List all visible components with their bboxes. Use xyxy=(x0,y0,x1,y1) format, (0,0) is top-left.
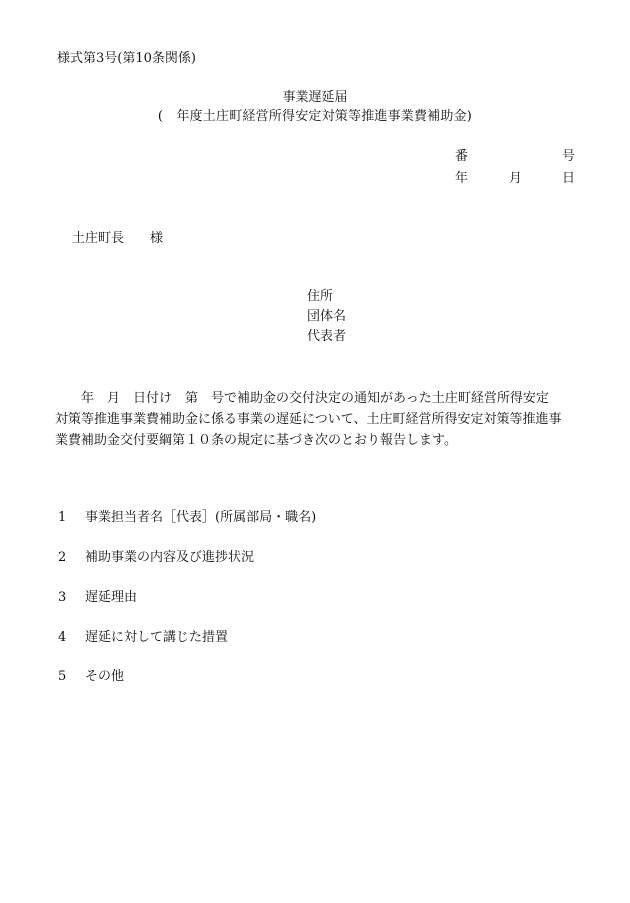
applicant-block xyxy=(307,290,346,350)
item-number: 2 xyxy=(58,550,67,565)
body-line-1: 年 月 日付け 第 号で補助金の交付決定の通知があった土庄町経営所得安定 xyxy=(55,391,549,406)
address-label: 住所 xyxy=(307,289,334,304)
document-subtitle: ( 年度土庄町経営所得安定対策等推進事業費補助金) xyxy=(157,109,473,124)
reference-number-row xyxy=(455,150,575,172)
body-line-2: 対策等推進事業費補助金に係る事業の遅延について、土庄町経営所得安定対策等推進事 xyxy=(55,412,562,427)
form-number: 様式第3号(第10条関係) xyxy=(57,51,196,66)
day-label: 日 xyxy=(562,171,576,186)
item-label: その他 xyxy=(85,669,125,684)
list-item xyxy=(58,551,254,564)
organization-label: 団体名 xyxy=(307,309,347,324)
reference-block xyxy=(455,150,575,194)
item-number: 1 xyxy=(58,510,67,525)
reference-date-row xyxy=(455,172,575,194)
body-paragraph xyxy=(55,388,580,451)
addressee: 土庄町長 様 xyxy=(72,231,164,246)
year-label: 年 xyxy=(455,171,469,186)
item-label: 事業担当者名［代表］(所属部局・職名) xyxy=(85,510,317,525)
item-label: 遅延に対して講じた措置 xyxy=(85,630,229,645)
document-title: 事業遅延届 xyxy=(282,90,348,105)
item-label: 遅延理由 xyxy=(85,590,138,605)
representative-label: 代表者 xyxy=(307,329,347,344)
body-line-3: 業費補助金交付要綱第１０条の規定に基づき次のとおり報告します。 xyxy=(55,433,457,448)
list-item xyxy=(58,631,228,644)
item-number: 4 xyxy=(58,630,67,645)
number-label-left: 番 xyxy=(455,149,469,164)
list-item xyxy=(58,511,316,524)
month-label: 月 xyxy=(509,171,523,186)
list-item xyxy=(58,670,124,683)
item-label: 補助事業の内容及び進捗状況 xyxy=(85,550,255,565)
item-number: 3 xyxy=(58,590,67,605)
number-label-right: 号 xyxy=(562,149,576,164)
item-number: 5 xyxy=(58,669,67,684)
list-item xyxy=(58,591,137,604)
